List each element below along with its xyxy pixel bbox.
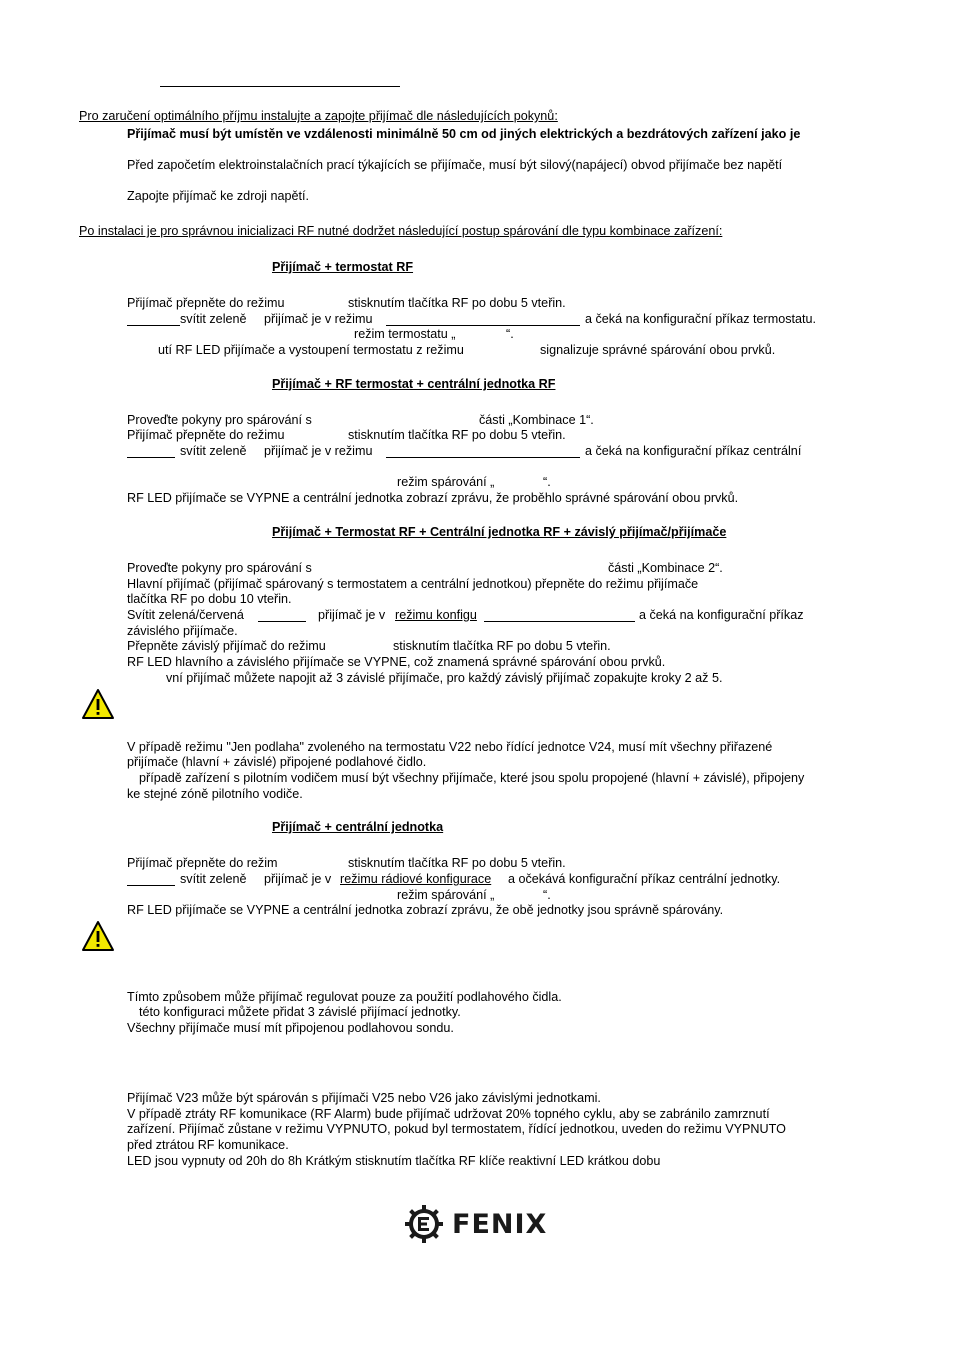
s4-l3a: režim spárování „	[397, 888, 495, 902]
s1-l1a: Přijímač přepněte do režimu	[127, 296, 285, 310]
s3-l4c: režimu konfigu	[395, 608, 477, 622]
warning-icon	[81, 688, 115, 720]
final-l4: před ztrátou RF komunikace.	[127, 1138, 289, 1152]
note2-l2: této konfiguraci můžete přidat 3 závislé přijímací jednotky.	[139, 1005, 461, 1019]
fenix-logo-icon	[404, 1204, 444, 1244]
s4-l2a: svítit zeleně	[180, 872, 247, 886]
s3-l5: závislého přijímače.	[127, 624, 238, 638]
s1-l3a: režim termostatu „	[354, 327, 456, 341]
note2-l3: Všechny přijímače musí mít připojenou podlahovou sondu.	[127, 1021, 454, 1035]
s2-l1b: části „Kombinace 1“.	[479, 413, 594, 427]
s2-l3a: svítit zeleně	[180, 444, 247, 458]
section3-title: Přijímač + Termostat RF + Centrální jednotka RF + závislý přijímač/přijímače	[272, 525, 727, 539]
section4-title: Přijímač + centrální jednotka	[272, 820, 444, 834]
s3-l4a: Svítit zelená/červená	[127, 608, 244, 622]
s2-l3b: přijímač je v režimu	[264, 444, 373, 458]
s1-blank-1	[127, 325, 180, 326]
s1-l4b: signalizuje správné spárování obou prvků.	[540, 343, 776, 357]
s3-l4d: a čeká na konfigurační příkaz	[639, 608, 804, 622]
s3-l2: Hlavní přijímač (přijímač spárovaný s termostatem a centrální jednotkou) přepněte do režimu přijímače	[127, 577, 699, 591]
fenix-brand-text: FENIX	[452, 1208, 548, 1240]
s3-l1a: Proveďte pokyny pro spárování s	[127, 561, 312, 575]
s2-l1a: Proveďte pokyny pro spárování s	[127, 413, 312, 427]
s3-l8: vní přijímač můžete napojit až 3 závislé přijímače, pro každý závislý přijímač zopakujte kroky 2 až 5.	[166, 671, 723, 685]
warning-icon	[81, 920, 115, 952]
s4-l1b: stisknutím tlačítka RF po dobu 5 vteřin.	[348, 856, 566, 870]
s2-l4a: režim spárování „	[397, 475, 495, 489]
note1-l3: případě zařízení s pilotním vodičem musí být všechny přijímače, které jsou spolu propojené (hlavní + závislé), připojeny	[139, 771, 805, 785]
s3-blank-2	[484, 621, 635, 622]
section1-title: Přijímač + termostat RF	[272, 260, 414, 274]
s2-l4b: “.	[543, 475, 551, 489]
note1-l2: přijímače (hlavní + závislé) připojené podlahové čidlo.	[127, 755, 427, 769]
s4-l2c: režimu rádiové konfigurace	[340, 872, 492, 886]
final-l2: V případě ztráty RF komunikace (RF Alarm) bude přijímač udržovat 20% topného cyklu, aby se zabránilo zamrznutí	[127, 1107, 770, 1121]
s1-l2b: přijímač je v režimu	[264, 312, 373, 326]
pairing-heading: Po instalaci je pro správnou inicializaci RF nutné dodržet následující postup spárování dle typu kombinace zařízení:	[79, 224, 723, 238]
s4-l2b: přijímač je v	[264, 872, 332, 886]
final-l1: Přijímač V23 může být spárován s přijímači V25 nebo V26 jako závislými jednotkami.	[127, 1091, 601, 1105]
intro-line-distance: Přijímač musí být umístěn ve vzdálenosti minimálně 50 cm od jiných elektrických a bezdrátových zařízení jako je	[127, 127, 801, 141]
s3-l4b: přijímač je v	[318, 608, 386, 622]
intro-line-connect: Zapojte přijímač ke zdroji napětí.	[127, 189, 309, 203]
s2-l2b: stisknutím tlačítka RF po dobu 5 vteřin.	[348, 428, 566, 442]
s3-l7: RF LED hlavního a závislého přijímače se VYPNE, což znamená správné spárování obou prvků.	[127, 655, 666, 669]
s3-l1b: části „Kombinace 2“.	[608, 561, 723, 575]
note1-l4: ke stejné zóně pilotního vodiče.	[127, 787, 303, 801]
s3-l6b: stisknutím tlačítka RF po dobu 5 vteřin.	[393, 639, 611, 653]
final-l3: zařízení. Přijímač zůstane v režimu VYPNUTO, pokud byl termostatem, řídící jednotkou, uveden do režimu VYPNUTO	[127, 1122, 786, 1136]
s1-l1b: stisknutím tlačítka RF po dobu 5 vteřin.	[348, 296, 566, 310]
s2-blank-2	[386, 457, 580, 458]
note1-l1: V případě režimu "Jen podlaha" zvoleného na termostatu V22 nebo řídící jednotce V24, musí mít všechny přiřazené	[127, 740, 773, 754]
fenix-logo	[404, 1204, 547, 1244]
s2-blank-1	[127, 457, 175, 458]
s3-l3: tlačítka RF po dobu 10 vteřin.	[127, 592, 292, 606]
s2-l5: RF LED přijímače se VYPNE a centrální jednotka zobrazí zprávu, že proběhlo správné spárování obou prvků.	[127, 491, 739, 505]
section2-title: Přijímač + RF termostat + centrální jednotka RF	[272, 377, 556, 391]
s2-l2a: Přijímač přepněte do režimu	[127, 428, 285, 442]
top-rule	[160, 86, 400, 87]
note2-l1: Tímto způsobem může přijímač regulovat pouze za použití podlahového čidla.	[127, 990, 562, 1004]
s3-l6a: Přepněte závislý přijímač do režimu	[127, 639, 326, 653]
intro-heading: Pro zaručení optimálního příjmu instalujte a zapojte přijímač dle následujících pokynů:	[79, 109, 558, 123]
final-l5: LED jsou vypnuty od 20h do 8h Krátkým stisknutím tlačítka RF klíče reaktivní LED krátkou dobu	[127, 1154, 661, 1168]
s3-blank-1	[258, 621, 306, 622]
s1-l2a: svítit zeleně	[180, 312, 247, 326]
s2-l3c: a čeká na konfigurační příkaz centrální	[585, 444, 802, 458]
s4-l3b: “.	[543, 888, 551, 902]
s4-l2d: a očekává konfigurační příkaz centrální jednotky.	[508, 872, 781, 886]
s1-l2c: a čeká na konfigurační příkaz termostatu.	[585, 312, 817, 326]
s4-l4: RF LED přijímače se VYPNE a centrální jednotka zobrazí zprávu, že obě jednotky jsou správně spárovány.	[127, 903, 724, 917]
s1-l4a: utí RF LED přijímače a vystoupení termostatu z režimu	[158, 343, 464, 357]
intro-line-power-off: Před započetím elektroinstalačních prací týkajících se přijímače, musí být silový(napájecí) obvod přijímače bez napětí	[127, 158, 783, 172]
s1-l3b: “.	[506, 327, 514, 341]
s4-l1a: Přijímač přepněte do režim	[127, 856, 278, 870]
s4-blank-1	[127, 885, 175, 886]
